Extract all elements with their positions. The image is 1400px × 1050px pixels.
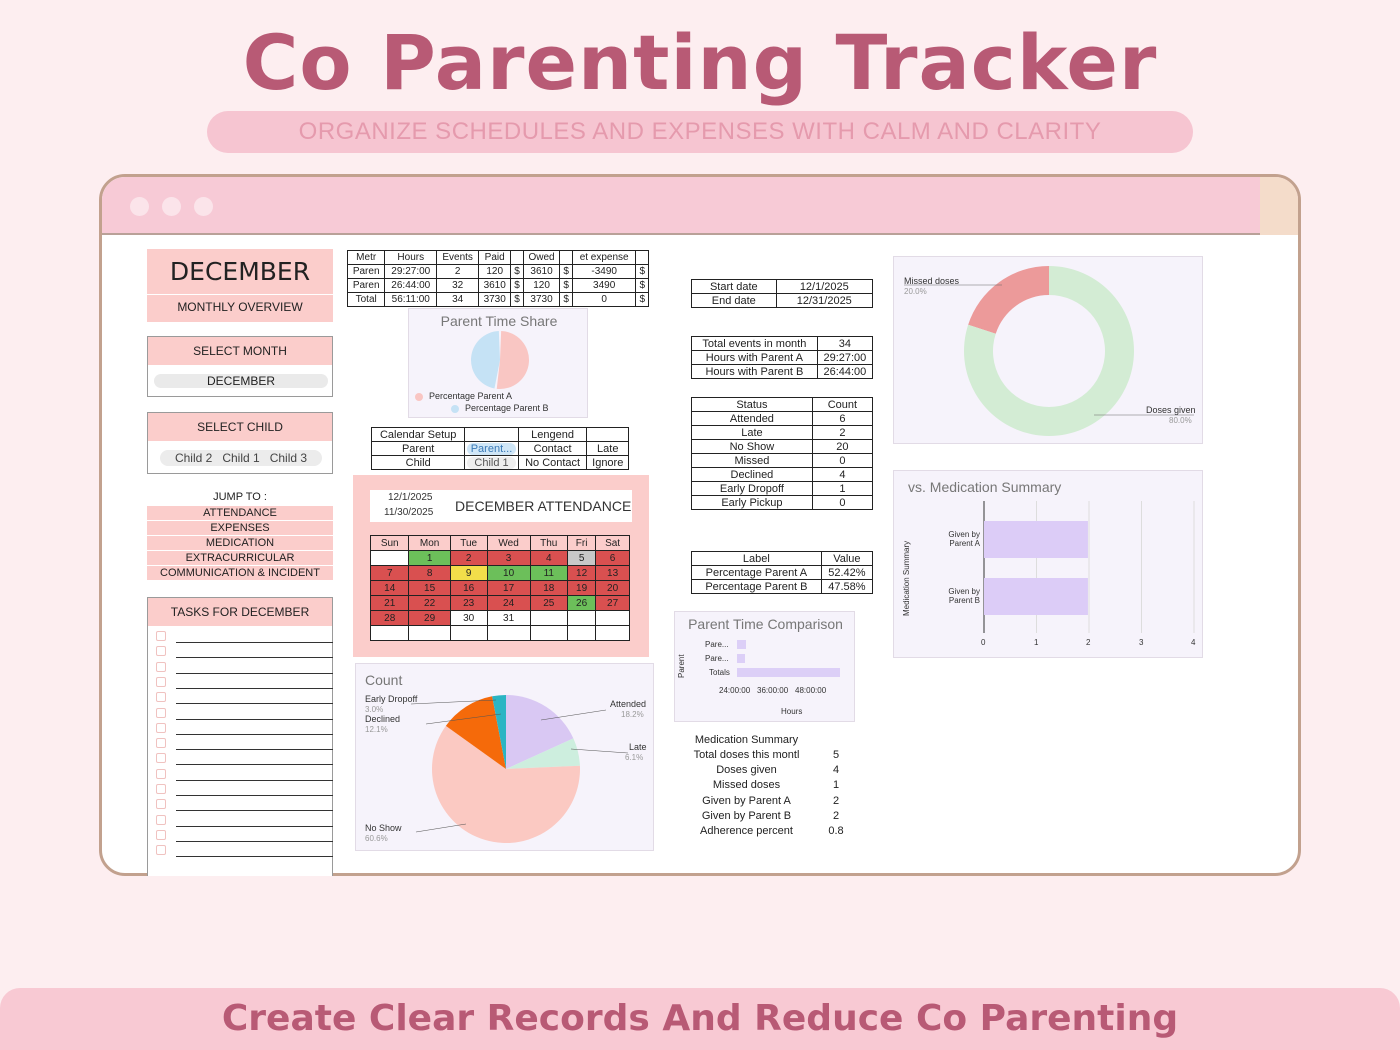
attendance-end-date: 11/30/2025 <box>384 507 434 518</box>
comparison-bar[interactable] <box>737 668 840 677</box>
task-row[interactable] <box>176 766 333 781</box>
calendar-day[interactable] <box>450 626 487 641</box>
legend-dot <box>415 393 423 401</box>
calendar-day[interactable]: 2 <box>450 551 487 566</box>
table-row <box>692 580 873 594</box>
calendar-day[interactable]: 14 <box>371 581 409 596</box>
table-cell: Late <box>692 426 813 440</box>
table-cell: $ <box>636 279 649 293</box>
table-cell: 120 <box>479 265 511 279</box>
calendar-day[interactable]: 7 <box>371 566 409 581</box>
month-header <box>147 249 333 322</box>
slice-pct-given: 80.0% <box>1169 416 1192 425</box>
calendar-day[interactable] <box>596 611 630 626</box>
attendance-panel <box>353 475 649 657</box>
status-table <box>691 397 873 510</box>
table-row <box>692 440 873 454</box>
task-checkbox[interactable] <box>156 723 166 733</box>
table-cell: 0 <box>812 454 872 468</box>
table-cell: 6 <box>812 412 872 426</box>
slice-label-declined: Declined <box>365 714 401 724</box>
calendar-day[interactable]: 15 <box>409 581 450 596</box>
label-header <box>692 552 873 566</box>
calendar-week <box>371 611 630 626</box>
table-cell: Child <box>372 456 465 470</box>
task-row[interactable] <box>176 643 333 658</box>
task-row[interactable] <box>176 812 333 827</box>
table-cell: Paren <box>348 265 385 279</box>
calendar-day[interactable] <box>530 626 568 641</box>
table-cell: Missed <box>692 454 813 468</box>
calendar-day[interactable]: 19 <box>568 581 596 596</box>
tick-label: 0 <box>981 638 986 647</box>
table-cell: Attended <box>692 412 813 426</box>
table-cell: 26:44:00 <box>385 279 437 293</box>
doses-donut-chart <box>893 256 1203 444</box>
calendar-setup-table <box>371 427 629 470</box>
table-cell: Start date <box>692 280 777 294</box>
table-cell: 34 <box>437 293 479 307</box>
table-cell: $ <box>511 279 523 293</box>
table-cell: 26:44:00 <box>817 365 872 379</box>
table-header: Label <box>692 552 822 566</box>
med-bar[interactable] <box>984 521 1088 558</box>
calendar-day[interactable]: 16 <box>450 581 487 596</box>
table-row <box>692 337 873 351</box>
medication-label: Adherence percent <box>700 825 793 837</box>
table-row <box>692 496 873 510</box>
task-row[interactable] <box>176 705 333 720</box>
table-cell: 47.58% <box>821 580 872 594</box>
slice-pct-early-dropoff: 3.0% <box>365 705 384 714</box>
table-row <box>348 279 649 293</box>
jump-link-medication[interactable]: MEDICATION <box>147 536 333 550</box>
calendar-day[interactable]: 3 <box>487 551 530 566</box>
attendance-header <box>370 490 632 522</box>
task-checkbox[interactable] <box>156 738 166 748</box>
table-header: Value <box>821 552 872 566</box>
attendance-title: DECEMBER ATTENDANCE <box>455 498 632 514</box>
task-checkbox[interactable] <box>156 845 166 855</box>
table-cell: Hours with Parent A <box>692 351 818 365</box>
table-header: Hours <box>385 251 437 265</box>
child-option[interactable]: Child 1 <box>222 451 260 465</box>
table-header: Calendar Setup <box>372 428 465 442</box>
table-cell: Total <box>348 293 385 307</box>
table-cell: 0 <box>572 293 636 307</box>
table-cell: End date <box>692 294 777 308</box>
medication-bar-chart <box>893 470 1203 658</box>
table-row <box>692 365 873 379</box>
table-cell: 12/1/2025 <box>776 280 872 294</box>
table-cell: 0 <box>812 496 872 510</box>
table-row <box>692 280 873 294</box>
tick-label: 24:00:00 <box>719 686 751 695</box>
leader-line <box>571 749 628 753</box>
slice-pct-attended: 18.2% <box>621 710 644 719</box>
parent-dropdown[interactable]: Parent... <box>467 443 515 455</box>
task-row[interactable] <box>176 827 333 842</box>
table-cell: Early Dropoff <box>692 482 813 496</box>
tick-label: 3 <box>1139 638 1144 647</box>
time-comparison-chart <box>674 611 855 722</box>
count-chart-title: Count <box>365 672 403 688</box>
leader-line <box>416 824 466 832</box>
table-header: Metr <box>348 251 385 265</box>
pie-slice-parent-b[interactable] <box>471 331 500 388</box>
table-header <box>587 428 629 442</box>
calendar-day[interactable]: 6 <box>596 551 630 566</box>
table-cell: $ <box>560 265 572 279</box>
medication-label: Total doses this montl <box>693 749 800 761</box>
child-option[interactable]: Child 3 <box>269 451 308 465</box>
table-cell: 29:27:00 <box>817 351 872 365</box>
medication-label: Doses given <box>716 764 777 777</box>
slice-label-late: Late <box>629 742 647 752</box>
summary-header <box>348 251 649 265</box>
table-cell: Ignore <box>587 456 629 470</box>
table-header <box>511 251 523 265</box>
table-cell: -3490 <box>572 265 636 279</box>
task-checkbox[interactable] <box>156 692 166 702</box>
weekday-label: Sun <box>371 536 409 551</box>
task-checkbox[interactable] <box>156 753 166 763</box>
slice-label-given: Doses given <box>1146 405 1196 415</box>
status-header <box>692 398 873 412</box>
calendar-week <box>371 596 630 611</box>
calendar-day[interactable]: 25 <box>530 596 568 611</box>
task-checkbox[interactable] <box>156 815 166 825</box>
med-bar-plot <box>894 471 1204 659</box>
calendar-day[interactable] <box>371 626 409 641</box>
jump-link-extracurricular[interactable]: EXTRACURRICULAR <box>147 551 333 565</box>
slice-pct-no-show: 60.6% <box>365 834 388 843</box>
table-cell: Late <box>587 442 629 456</box>
calendar-day[interactable] <box>568 626 596 641</box>
child-option[interactable]: Child 2 <box>174 451 213 465</box>
task-checkbox[interactable] <box>156 708 166 718</box>
summary-table <box>347 250 649 307</box>
calendar-day[interactable]: 23 <box>450 596 487 611</box>
calendar-day[interactable]: 29 <box>409 611 450 626</box>
table-header: Owed <box>523 251 560 265</box>
page-subtitle: ORGANIZE SCHEDULES AND EXPENSES WITH CALM AND CLARITY <box>207 111 1193 153</box>
task-checkbox[interactable] <box>156 830 166 840</box>
bar-label-totals: Totals <box>709 668 730 677</box>
table-header <box>465 428 518 442</box>
calendar-day-header <box>371 536 630 551</box>
slice-pct-late: 6.1% <box>625 753 644 762</box>
table-cell: Percentage Parent A <box>692 566 822 580</box>
task-row[interactable] <box>176 842 333 857</box>
table-cell: 3730 <box>479 293 511 307</box>
table-row <box>692 412 873 426</box>
legend-parent-b: Percentage Parent B <box>465 403 549 413</box>
calendar-day[interactable] <box>487 626 530 641</box>
calendar-day[interactable]: 20 <box>596 581 630 596</box>
table-cell: Hours with Parent B <box>692 365 818 379</box>
task-row[interactable] <box>176 750 333 765</box>
table-header <box>560 251 572 265</box>
task-checkbox[interactable] <box>156 799 166 809</box>
calendar-day[interactable]: 5 <box>568 551 596 566</box>
calendar-day[interactable]: 9 <box>450 566 487 581</box>
comparison-ylabel: Parent <box>677 654 686 678</box>
slice-label-missed: Missed doses <box>904 276 960 286</box>
table-cell: No Show <box>692 440 813 454</box>
table-header: Status <box>692 398 813 412</box>
table-cell: 20 <box>812 440 872 454</box>
table-cell: 56:11:00 <box>385 293 437 307</box>
table-cell: $ <box>560 293 572 307</box>
calendar-week <box>371 566 630 581</box>
month-title: DECEMBER <box>169 257 311 286</box>
med-bar-ylabel: Medication Summary <box>902 540 911 616</box>
table-cell: Declined <box>692 468 813 482</box>
calendar-day[interactable] <box>530 611 568 626</box>
bar-label-given-a: Given by Parent A <box>948 530 980 548</box>
table-header: Count <box>812 398 872 412</box>
select-month-label: SELECT MONTH <box>148 337 332 365</box>
table-header: Events <box>437 251 479 265</box>
select-month-panel <box>147 336 333 397</box>
comparison-xlabel: Hours <box>781 707 803 716</box>
medication-value: 5 <box>832 749 840 761</box>
medication-value: 2 <box>832 809 840 822</box>
donut-slice-missed-doses[interactable] <box>968 266 1049 334</box>
table-cell: 52.42% <box>821 566 872 580</box>
calendar-day[interactable]: 17 <box>487 581 530 596</box>
table-row <box>692 482 873 496</box>
calendar-day[interactable]: 10 <box>487 566 530 581</box>
tasks-title: TASKS FOR DECEMBER <box>148 598 332 626</box>
medication-label: Given by Parent B <box>701 809 792 822</box>
slice-label-no-show: No Show <box>365 823 402 833</box>
table-row <box>348 265 649 279</box>
task-checkbox[interactable] <box>156 631 166 641</box>
slice-pct-declined: 12.1% <box>365 725 388 734</box>
jump-to-label: JUMP TO : <box>213 491 267 503</box>
medication-label: Given by Parent A <box>702 794 791 807</box>
table-cell: $ <box>636 293 649 307</box>
task-row[interactable] <box>176 781 333 796</box>
slice-label-early-dropoff: Early Dropoff <box>365 694 418 704</box>
table-cell: Early Pickup <box>692 496 813 510</box>
calendar-day[interactable]: 22 <box>409 596 450 611</box>
month-dropdown[interactable]: DECEMBER <box>154 374 328 388</box>
comparison-bar[interactable] <box>737 654 745 663</box>
weekday-label: Thu <box>530 536 568 551</box>
legend-dot <box>451 405 459 413</box>
calendar-week <box>371 626 630 641</box>
table-cell: $ <box>636 265 649 279</box>
table-cell: 120 <box>523 279 560 293</box>
medication-title: Medication Summary <box>694 734 799 746</box>
table-row <box>372 456 629 470</box>
bar-label-parent-a: Pare... <box>705 640 729 649</box>
calendar-day[interactable]: 27 <box>596 596 630 611</box>
calendar-week <box>371 581 630 596</box>
percentage-table <box>691 551 873 594</box>
table-header: Lengend <box>518 428 587 442</box>
table-cell: No Contact <box>518 456 587 470</box>
weekday-label: Mon <box>409 536 450 551</box>
table-cell: Percentage Parent B <box>692 580 822 594</box>
table-cell: 3490 <box>572 279 636 293</box>
calendar-day[interactable] <box>371 551 409 566</box>
time-share-chart <box>408 308 588 418</box>
page-title: Co Parenting Tracker <box>242 18 1158 107</box>
footer-banner: Create Clear Records And Reduce Co Parenting <box>0 988 1400 1050</box>
table-cell: Contact <box>518 442 587 456</box>
attendance-calendar <box>370 535 630 641</box>
weekday-label: Sat <box>596 536 630 551</box>
tick-label: 2 <box>1086 638 1091 647</box>
select-child-label: SELECT CHILD <box>148 413 332 441</box>
table-row <box>372 442 629 456</box>
table-cell: 34 <box>817 337 872 351</box>
task-row[interactable] <box>176 720 333 735</box>
task-row[interactable] <box>176 674 333 689</box>
legend-parent-a: Percentage Parent A <box>429 391 513 401</box>
table-cell: $ <box>511 293 523 307</box>
table-header: Paid <box>479 251 511 265</box>
table-row <box>692 294 873 308</box>
table-header <box>636 251 649 265</box>
med-bar-title: vs. Medication Summary <box>908 479 1062 495</box>
calendar-day[interactable]: 28 <box>371 611 409 626</box>
calendar-day[interactable]: 18 <box>530 581 568 596</box>
task-row[interactable] <box>176 689 333 704</box>
table-cell: 1 <box>812 482 872 496</box>
comparison-bar[interactable] <box>737 640 746 649</box>
med-bar[interactable] <box>984 578 1088 615</box>
calendar-day[interactable]: 12 <box>568 566 596 581</box>
bar-label-given-b: Given by Parent B <box>948 587 980 605</box>
table-cell: 3610 <box>523 265 560 279</box>
calendar-day[interactable]: 4 <box>530 551 568 566</box>
table-cell: 3610 <box>479 279 511 293</box>
task-row[interactable] <box>176 735 333 750</box>
medication-value: 2 <box>832 794 840 807</box>
table-cell: 3730 <box>523 293 560 307</box>
table-row <box>692 566 873 580</box>
medication-value: 4 <box>832 764 840 777</box>
medication-value: 1 <box>832 779 840 792</box>
count-chart <box>355 663 654 851</box>
table-cell: Total events in month <box>692 337 818 351</box>
task-checkbox[interactable] <box>156 662 166 672</box>
task-row[interactable] <box>176 628 333 643</box>
jump-link-expenses[interactable]: EXPENSES <box>147 521 333 535</box>
calendar-day[interactable]: 21 <box>371 596 409 611</box>
time-share-title: Parent Time Share <box>440 313 558 329</box>
table-cell: 12/31/2025 <box>776 294 872 308</box>
table-cell <box>465 456 518 470</box>
weekday-label: Wed <box>487 536 530 551</box>
weekday-label: Tue <box>450 536 487 551</box>
calendar-day[interactable]: 30 <box>450 611 487 626</box>
calendar-day[interactable]: 1 <box>409 551 450 566</box>
task-checkbox[interactable] <box>156 769 166 779</box>
child-dropdown[interactable]: Child 1 <box>467 457 515 469</box>
bar-label-parent-b: Pare... <box>705 654 729 663</box>
time-share-pie <box>467 329 533 391</box>
task-row[interactable] <box>176 659 333 674</box>
jump-link-attendance[interactable]: ATTENDANCE <box>147 506 333 520</box>
calendar-day[interactable]: 24 <box>487 596 530 611</box>
table-cell: Paren <box>348 279 385 293</box>
tick-label: 4 <box>1191 638 1196 647</box>
calendar-day[interactable]: 11 <box>530 566 568 581</box>
table-cell: Parent <box>372 442 465 456</box>
table-row <box>692 454 873 468</box>
table-cell: 29:27:00 <box>385 265 437 279</box>
table-cell: 2 <box>437 265 479 279</box>
calendar-day[interactable] <box>596 626 630 641</box>
table-cell: 4 <box>812 468 872 482</box>
weekday-label: Fri <box>568 536 596 551</box>
medication-value: 0.8 <box>828 825 844 837</box>
tick-label: 1 <box>1034 638 1039 647</box>
month-subtitle: MONTHLY OVERVIEW <box>177 300 303 314</box>
setup-header <box>372 428 629 442</box>
calendar-day[interactable] <box>409 626 450 641</box>
table-cell: 32 <box>437 279 479 293</box>
table-row <box>692 351 873 365</box>
slice-label-attended: Attended <box>610 699 647 709</box>
calendar-week <box>371 551 630 566</box>
date-range-table <box>691 279 873 308</box>
task-checkbox[interactable] <box>156 784 166 794</box>
totals-table <box>691 336 873 379</box>
slice-pct-missed: 20.0% <box>904 287 927 296</box>
table-row <box>692 468 873 482</box>
attendance-start-date: 12/1/2025 <box>388 492 433 503</box>
table-cell: 2 <box>812 426 872 440</box>
tick-label: 36:00:00 <box>757 686 789 695</box>
table-cell <box>465 442 518 456</box>
calendar-day[interactable]: 31 <box>487 611 530 626</box>
calendar-day[interactable]: 26 <box>568 596 596 611</box>
pie-slice-parent-a[interactable] <box>497 331 529 389</box>
table-header: et expense <box>572 251 636 265</box>
task-checkbox[interactable] <box>156 677 166 687</box>
jump-link-communication[interactable]: COMMUNICATION & INCIDENT <box>147 566 333 580</box>
task-checkbox[interactable] <box>156 646 166 656</box>
table-row <box>692 426 873 440</box>
task-row[interactable] <box>176 796 333 811</box>
table-cell: $ <box>511 265 523 279</box>
calendar-day[interactable]: 13 <box>596 566 630 581</box>
medication-label: Missed doses <box>712 779 781 792</box>
comparison-title: Parent Time Comparison <box>688 616 843 632</box>
table-row <box>348 293 649 307</box>
tick-label: 48:00:00 <box>795 686 827 695</box>
calendar-day[interactable]: 8 <box>409 566 450 581</box>
table-cell: $ <box>560 279 572 293</box>
child-selector[interactable] <box>160 450 322 466</box>
select-child-panel <box>147 412 333 474</box>
calendar-day[interactable] <box>568 611 596 626</box>
